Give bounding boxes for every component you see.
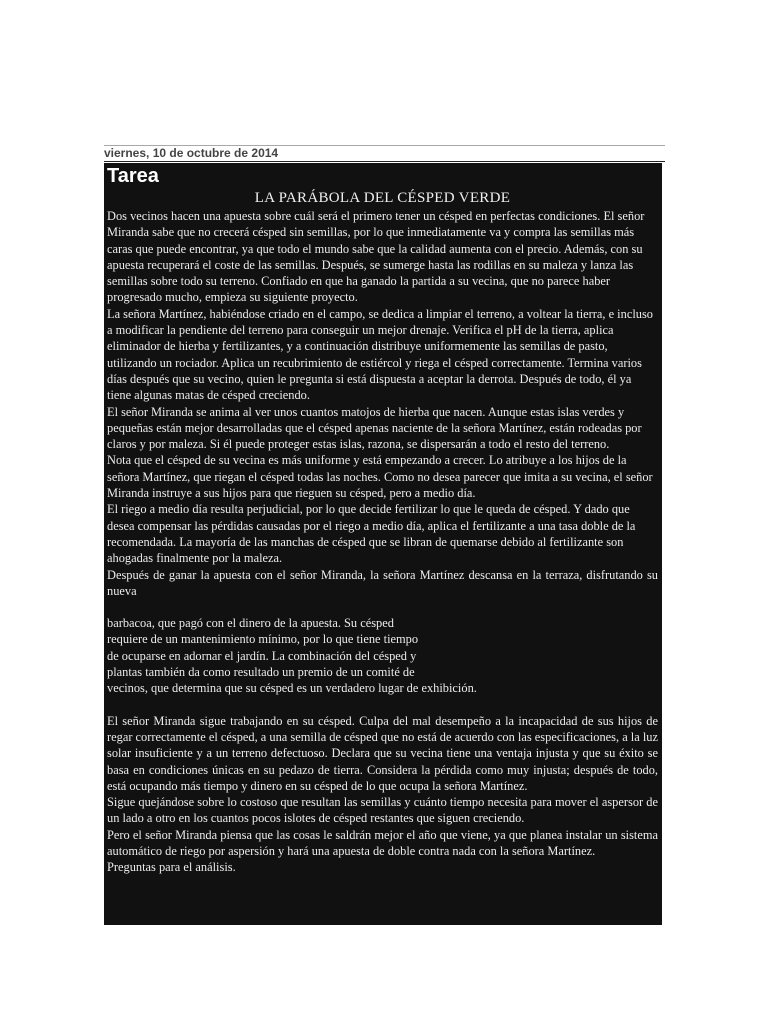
paragraph: Sigue quejándose sobre lo costoso que resultan las semillas y cuánto tiempo necesita para mover el aspersor de un lado a otro en los cuantos pocos islotes de césped restantes que siguen creciendo.: [107, 795, 658, 826]
article-body: [107, 208, 658, 876]
spacer: [107, 599, 658, 615]
post-date: viernes, 10 de octubre de 2014: [104, 146, 279, 160]
article-heading: LA PARÁBOLA DEL CÉSPED VERDE: [254, 190, 511, 206]
narrow-line: requiere de un mantenimiento mínimo, por lo que tiene tiempo: [107, 632, 419, 647]
narrow-line: plantas también da como resultado un premio de un comité de: [107, 665, 415, 680]
paragraph: Preguntas para el análisis.: [107, 860, 236, 875]
paragraph: Nota que el césped de su vecina es más uniforme y está empezando a crecer. Lo atribuye a los hijos de la señora Martínez, que riegan el césped todas las noches. Como no desea parecer que imita a su vecina, el señor Miranda instruye a sus hijos para que rieguen su césped, pero a medio día.: [107, 453, 653, 501]
paragraph: La señora Martínez, habiéndose criado en el campo, se dedica a limpiar el terreno, a voltear la tierra, e incluso a modificar la pendiente del terreno para conseguir un mejor drenaje. Verifica el pH de la tierra, aplica eliminador de hierba y fertilizantes, y a continuación distribuye uniformemente las semillas de pasto, utilizando un rociador. Aplica un recubrimiento de estiércol y riega el césped correctamente. Termina varios días después que su vecino, quien le pregunta si está dispuesta a aceptar la derrota. Después de todo, él ya tiene algunas matas de césped creciendo.: [107, 306, 653, 403]
blog-post: [104, 163, 662, 925]
narrow-line: barbacoa, que pagó con el dinero de la apuesta. Su césped: [107, 616, 394, 631]
paragraph: El riego a medio día resulta perjudicial, por lo que decide fertilizar lo que le queda de césped. Y dado que desea compensar las pérdidas causadas por el riego a medio día, aplica el fertilizante a una tasa doble de la recomendada. La mayoría de las manchas de césped que se libran de quemarse debido al fertilizante son ahogadas finalmente por la maleza.: [107, 502, 636, 566]
date-divider: [104, 161, 665, 162]
paragraph: Dos vecinos hacen una apuesta sobre cuál será el primero tener un césped en perfectas condiciones. El señor Miranda sabe que no crecerá césped sin semillas, por lo que inmediatamente va y compra las semillas más caras que puede encontrar, ya que todo el mundo sabe que la calidad aumenta con el precio. Además, con su apuesta recuperará el coste de las semillas. Después, se sumerge hasta las rodillas en su maleza y lanza las semillas sobre todo su terreno. Confiado en que ha ganado la partida a su vecina, que no parece haber progresado mucho, empieza su siguiente proyecto.: [107, 209, 645, 305]
post-title[interactable]: Tarea: [107, 165, 159, 187]
narrow-line: de ocuparse en adornar el jardín. La combinación del césped y: [107, 648, 417, 663]
paragraph: Después de ganar la apuesta con el señor Miranda, la señora Martínez descansa en la terraza, disfrutando su nueva: [107, 567, 658, 598]
paragraph: El señor Miranda se anima al ver unos cuantos matojos de hierba que nacen. Aunque estas islas verdes y pequeñas están mejor desarrolladas que el césped apenas naciente de la señora Martínez, están rodeadas por claros y por maleza. Si él puede proteger estas islas, razona, se dispersarán a todo el resto del terreno.: [107, 404, 642, 452]
paragraph: Pero el señor Miranda piensa que las cosas le saldrán mejor el año que viene, ya que planea instalar un sistema automático de riego por aspersión y hará una apuesta de doble contra nada con la señora Martínez.: [107, 827, 658, 858]
spacer: [107, 697, 658, 713]
narrow-line: vecinos, que determina que su césped es un verdadero lugar de exhibición.: [107, 681, 477, 696]
paragraph: El señor Miranda sigue trabajando en su césped. Culpa del mal desempeño a la incapacidad de sus hijos de regar correctamente el césped, a una semilla de césped que no está de acuerdo con las especificaciones, a la luz solar insuficiente y a un terreno defectuoso. Declara que su vecina tiene una ventaja injusta y que su éxito se basa en condiciones únicas en su pedazo de tierra. Considera la pérdida como muy injusta; después de todo, está ocupando más tiempo y dinero en su césped de lo que ocupa la señora Martínez.: [107, 713, 658, 793]
